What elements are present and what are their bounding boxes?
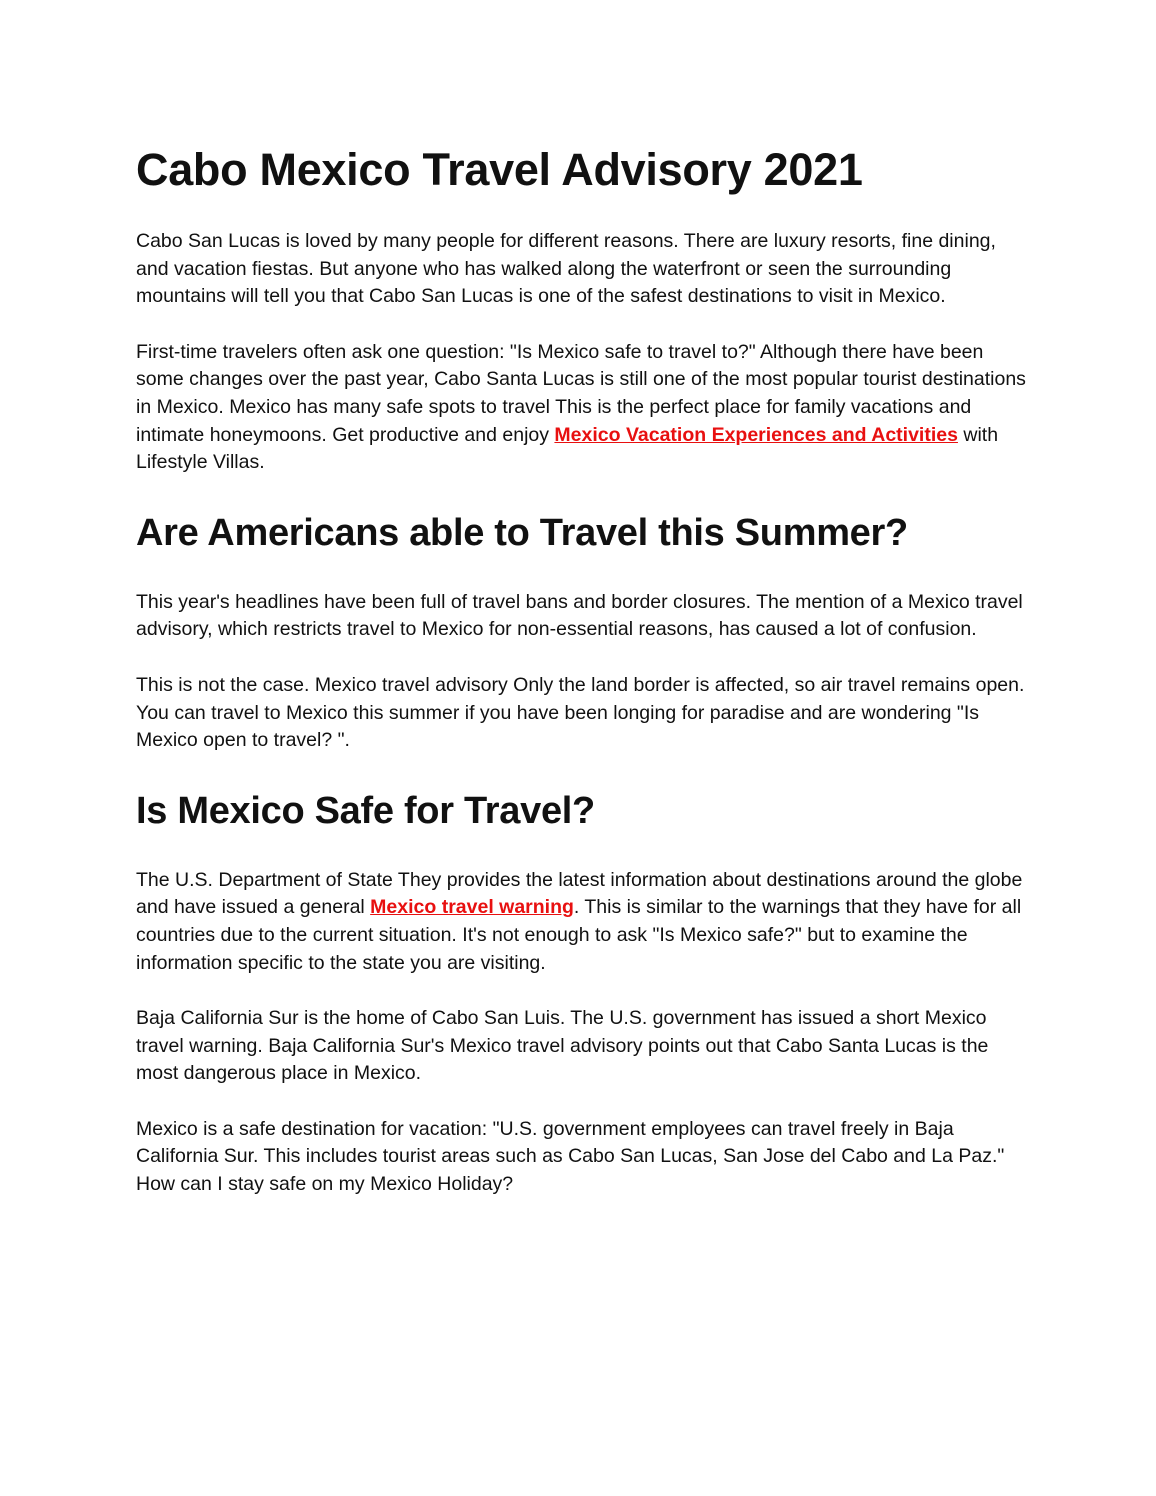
- americans-paragraph-1: This year's headlines have been full of travel bans and border closures. The mention of a Mexico travel advisory, which restricts travel to Mexico for non-essential reasons, has caused a lot of confusion.: [136, 590, 1023, 641]
- intro-paragraph-2: [136, 339, 1026, 477]
- americans-paragraph-2: This is not the case. Mexico travel advisory Only the land border is affected, so air travel remains open. You can travel to Mexico this summer if you have been longing for paradise and are wondering "Is Mexico open to travel? ".: [136, 673, 1025, 752]
- section-heading-americans: Are Americans able to Travel this Summer?: [136, 511, 908, 554]
- section-heading-safe: Is Mexico Safe for Travel?: [136, 789, 595, 832]
- vacation-experiences-link[interactable]: Mexico Vacation Experiences and Activities: [554, 423, 958, 446]
- travel-warning-link[interactable]: Mexico travel warning: [370, 896, 574, 919]
- safe-paragraph-1-tail: . This is similar to the warnings that they have for all countries due to the current situation. It's not enough to ask "Is Mexico safe?" but to examine the information specific to the state you are visiting.: [136, 896, 1022, 974]
- safe-paragraph-2: Baja California Sur is the home of Cabo San Luis. The U.S. government has issued a short Mexico travel warning. Baja California Sur's Mexico travel advisory points out that Cabo Santa Lucas is the most dangerous place in Mexico.: [136, 1007, 989, 1085]
- intro-paragraph-2-text: First-time travelers often ask one question: "Is Mexico safe to travel to?" Although there have been some changes over the past year, Cabo Santa Lucas is still one of the most popular tourist destinations in Mexico. Mexico has many safe spots to travel This is the perfect place for family vacations and intimate honeymoons. Get productive and enjoy: [136, 340, 1026, 446]
- intro-paragraph-1: Cabo San Lucas is loved by many people for different reasons. There are luxury resorts, fine dining, and vacation fiestas. But anyone who has walked along the waterfront or seen the surrounding mountains will tell you that Cabo San Lucas is one of the safest destinations to visit in Mexico.: [136, 230, 996, 308]
- safe-paragraph-3: Mexico is a safe destination for vacation: "U.S. government employees can travel freely in Baja California Sur. This includes tourist areas such as Cabo San Lucas, San Jose del Cabo and La Paz." How can I stay safe on my Mexico Holiday?: [136, 1117, 1005, 1196]
- page-title: Cabo Mexico Travel Advisory 2021: [136, 144, 863, 195]
- safe-paragraph-1-text: The U.S. Department of State They provides the latest information about destinations around the globe and have issued a general: [136, 868, 1023, 919]
- safe-paragraph-1: [136, 867, 1026, 977]
- intro-paragraph-2-tail: with Lifestyle Villas.: [136, 423, 999, 474]
- document-page: [136, 140, 1026, 1199]
